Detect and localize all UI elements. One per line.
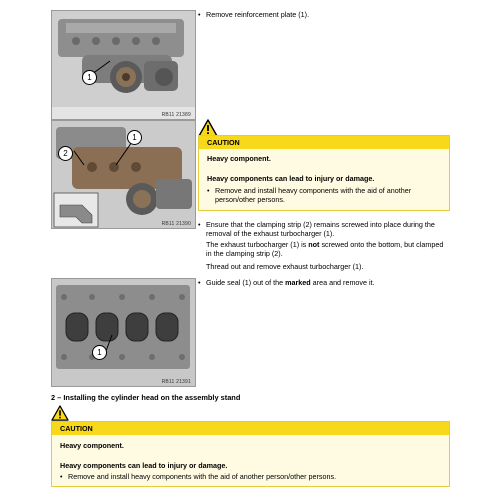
callout-2: 2 — [58, 146, 73, 161]
cylinder-head-illustration — [52, 279, 195, 386]
caution-instruction: • Remove and install heavy components with the aid of another person/other persons. — [60, 472, 448, 481]
engine-illustration-2 — [52, 121, 195, 228]
figure-3 — [51, 278, 196, 387]
step-note: The exhaust turbocharger (1) is not screwed onto the bottom, but clamped in the clamping strip (2). — [206, 240, 444, 259]
step-remove-reinforcement-plate: • Remove reinforcement plate (1). — [198, 10, 456, 19]
warning-triangle-icon — [51, 405, 69, 421]
figure-id: RB11 21389 — [161, 112, 191, 118]
caution-hazard: Heavy components can lead to injury or damage. — [60, 461, 228, 470]
caution-box-1 — [198, 135, 450, 211]
figure-1 — [51, 10, 196, 120]
step-action: Thread out and remove exhaust turbocharger (1). — [206, 262, 364, 271]
caution-instruction: • Remove and install heavy components with the aid of another person/other persons. — [207, 186, 440, 204]
section-title: 2 – Installing the cylinder head on the assembly stand — [51, 393, 241, 402]
figure-id: RB11 21391 — [161, 379, 191, 385]
step-clamping-strip: • Ensure that the clamping strip (2) remains screwed into place during the removal of the exhaust turbocharger (1). — [198, 220, 456, 238]
caution-hazard: Heavy components can lead to injury or damage. — [207, 174, 375, 183]
caution-header: CAUTION — [52, 422, 449, 435]
caution-box-2 — [51, 421, 450, 487]
callout-1: 1 — [92, 345, 107, 360]
caution-title: Heavy component. — [60, 441, 124, 450]
figure-id: RB11 21390 — [161, 221, 191, 227]
callout-1: 1 — [127, 130, 142, 145]
engine-illustration-1 — [52, 11, 195, 119]
callout-1: 1 — [82, 70, 97, 85]
caution-title: Heavy component. — [207, 154, 271, 163]
step-guide-seal: • Guide seal (1) out of the marked area and remove it. — [198, 278, 456, 287]
figure-2 — [51, 120, 196, 229]
caution-header: CAUTION — [199, 136, 449, 149]
